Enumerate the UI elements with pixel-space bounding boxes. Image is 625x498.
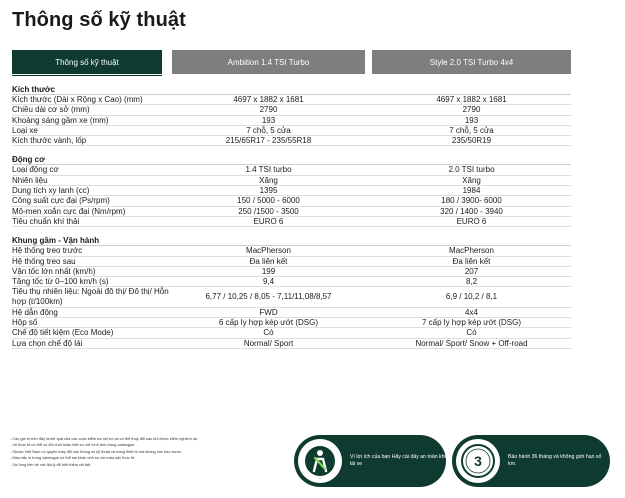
spec-value-style: 4x4 (465, 307, 478, 317)
footnotes (10, 436, 295, 468)
spec-row (12, 207, 571, 217)
spec-value-style: Có (466, 328, 477, 338)
tab-specifications[interactable]: Thông số kỹ thuật (12, 50, 162, 74)
spec-row (12, 95, 571, 105)
active-tab-indicator (12, 75, 162, 76)
spec-value-style: 7 cấp ly hợp kép ướt (DSG) (422, 318, 521, 328)
spec-value-ambition: 6,77 / 10,25 / 8,05 - 7,11/11,08/8,57 (205, 292, 332, 302)
spec-label: Hộp số (12, 318, 38, 328)
spec-value-ambition: 1395 (259, 186, 278, 196)
spec-label: Dung tích xy lanh (cc) (12, 186, 90, 196)
spec-row (12, 116, 571, 126)
spec-label: Chiều dài cơ sở (mm) (12, 105, 90, 115)
spec-value-ambition: MacPherson (246, 246, 291, 256)
spec-row (12, 136, 571, 146)
footnote: - Vui lòng liên hệ với đại lý để biết thêm chi tiết. (10, 461, 92, 467)
warranty-badge-icon (456, 439, 500, 483)
spec-value-ambition: 1.4 TSI turbo (245, 165, 292, 175)
spec-value-ambition: FWD (259, 307, 278, 317)
spec-value-ambition: 9,4 (262, 277, 275, 287)
spec-value-ambition: 2790 (259, 105, 278, 115)
spec-value-ambition: Xăng (259, 175, 278, 185)
spec-table (12, 84, 571, 357)
spec-label: Loại xe (12, 125, 38, 135)
spec-label: Hệ dẫn động (12, 307, 58, 317)
spec-section (12, 154, 571, 227)
spec-value-ambition: 150 / 5000 - 6000 (237, 196, 300, 206)
spec-label: Hệ thống treo sau (12, 256, 76, 266)
spec-value-ambition: 215/65R17 - 235/55R18 (225, 136, 312, 146)
spec-row (12, 165, 571, 175)
spec-label: Nhiên liệu (12, 175, 48, 185)
spec-value-style: Normal/ Sport/ Snow + Off-road (415, 338, 528, 348)
spec-value-style: 207 (464, 266, 479, 276)
warranty-badge-number: 3 (474, 453, 482, 469)
spec-value-style: 235/50R19 (451, 136, 492, 146)
footnote: - Màu sắc in trong catalogue có thể sai khác nhỏ so với màu sắc thực tế. (10, 455, 136, 461)
spec-value-ambition: Normal/ Sport (243, 338, 294, 348)
spec-value-style: EURO 6 (456, 216, 487, 226)
spec-value-style: MacPherson (449, 246, 494, 256)
spec-label: Khoảng sáng gầm xe (mm) (12, 115, 109, 125)
spec-row (12, 277, 571, 287)
spec-section (12, 235, 571, 349)
spec-row (12, 267, 571, 277)
spec-tabs (12, 50, 571, 74)
spec-value-ambition: EURO 6 (253, 216, 284, 226)
spec-value-ambition: 250 /1500 - 3500 (238, 206, 299, 216)
spec-row (12, 186, 571, 196)
spec-value-ambition: 193 (261, 115, 276, 125)
footnote: - Xe thực tế có thể có đôi chút khác biệt so với hình ảnh trong catalogue. (10, 442, 136, 448)
spec-label: Tăng tốc từ 0–100 km/h (s) (12, 277, 109, 287)
spec-value-ambition: 4697 x 1882 x 1681 (233, 95, 304, 104)
spec-value-style: Xăng (462, 175, 481, 185)
spec-value-style: 6,9 / 10,2 / 8,1 (445, 292, 498, 302)
spec-value-style: 320 / 1400 - 3940 (440, 206, 503, 216)
spec-value-ambition: 199 (261, 266, 276, 276)
spec-row (12, 176, 571, 186)
spec-value-style: 2.0 TSI turbo (448, 165, 495, 175)
spec-row (12, 308, 571, 318)
spec-value-style: 8,2 (465, 277, 478, 287)
spec-row (12, 287, 571, 307)
spec-value-ambition: Đa liên kết (249, 256, 288, 266)
spec-label: Mô-men xoắn cực đại (Nm/rpm) (12, 206, 126, 216)
seatbelt-promo (294, 435, 446, 487)
spec-value-ambition: 6 cấp ly hợp kép ướt (DSG) (219, 318, 318, 328)
spec-section (12, 84, 571, 146)
spec-value-ambition: 7 chỗ, 5 cửa (246, 125, 291, 135)
warranty-promo (452, 435, 610, 487)
spec-label: Tiêu thụ nhiên liệu: Ngoài đô thị/ Đô thị/ Hỗn hợp (ℓ/100km) (12, 287, 169, 307)
page-title: Thông số kỹ thuật (12, 9, 186, 31)
spec-value-style: Đa liên kết (452, 256, 491, 266)
section-title: Kích thước (12, 84, 571, 95)
spec-value-style: 7 chỗ, 5 cửa (449, 125, 494, 135)
section-title: Khung gầm - Vận hành (12, 235, 571, 246)
seatbelt-icon (298, 439, 342, 483)
spec-label: Chế độ tiết kiệm (Eco Mode) (12, 328, 114, 338)
spec-label: Kích thước vành, lốp (12, 136, 87, 146)
spec-row (12, 339, 571, 349)
seatbelt-promo-text: Vì lợi ích của bạn Hãy cài dây an toàn khi lái xe (350, 454, 446, 467)
spec-row (12, 105, 571, 115)
tab-ambition[interactable]: Ambition 1.4 TSI Turbo (172, 50, 365, 74)
spec-label: Vận tốc lớn nhất (km/h) (12, 266, 96, 276)
spec-row (12, 328, 571, 338)
tab-style[interactable]: Style 2.0 TSI Turbo 4x4 (372, 50, 571, 74)
spec-row (12, 217, 571, 227)
footnote: - Các giá trị trên đây là kết quả của các cuộc kiểm tra nội bộ và có thể thay đổi sau khi được kiểm nghiệm lại. (10, 436, 198, 441)
spec-value-style: 1984 (462, 186, 481, 196)
spec-value-style: 180 / 3900- 6000 (441, 196, 502, 206)
spec-label: Tiêu chuẩn khí thải (12, 216, 80, 226)
spec-row (12, 257, 571, 267)
spec-label: Loại động cơ (12, 165, 59, 175)
spec-value-style: 193 (464, 115, 479, 125)
spec-row (12, 246, 571, 256)
spec-value-ambition: Có (263, 328, 274, 338)
footnote: - Skoda Việt Nam có quyền thay đổi các thông số kỹ thuật và trang thiết bị mà không cần báo trước. (10, 448, 183, 454)
warranty-promo-text: Bảo hành 36 tháng và không giới hạn số km. (508, 454, 602, 467)
spec-value-style: 4697 x 1882 x 1681 (436, 95, 507, 104)
spec-label: Lựa chọn chế độ lái (12, 338, 83, 348)
spec-label: Công suất cực đại (Ps/rpm) (12, 196, 110, 206)
spec-row (12, 126, 571, 136)
spec-label: Hệ thống treo trước (12, 246, 83, 256)
spec-row (12, 318, 571, 328)
spec-label: Kích thước (Dài x Rộng x Cao) (mm) (12, 95, 143, 104)
section-title: Động cơ (12, 154, 571, 165)
spec-value-style: 2790 (462, 105, 481, 115)
spec-row (12, 196, 571, 206)
